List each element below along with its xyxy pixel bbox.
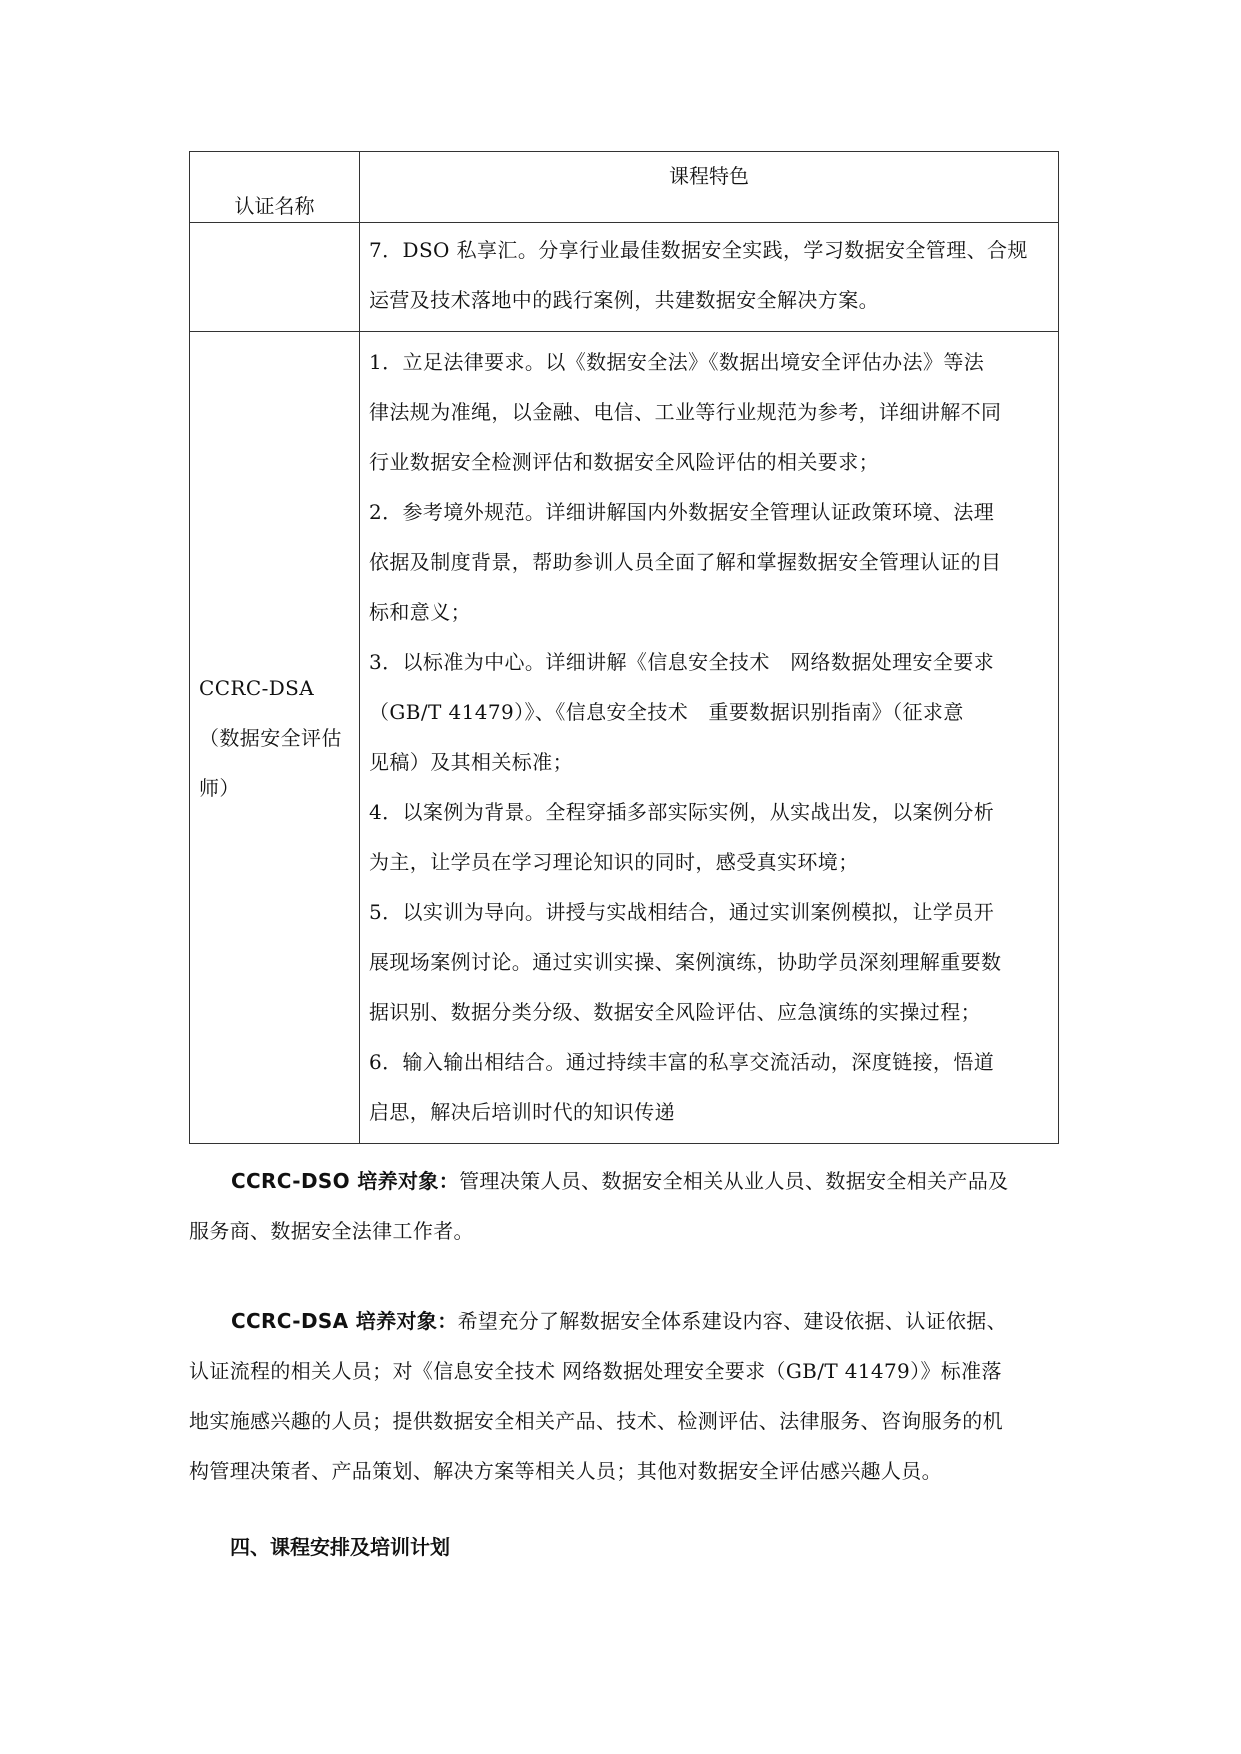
feature-line: 见稿）及其相关标准； — [369, 750, 573, 774]
dsa-target-text: 认证流程的相关人员；对《信息安全技术 网络数据处理安全要求（GB/T 41479）》标准落 — [189, 1359, 1002, 1383]
cert-name-cell-empty — [190, 223, 360, 332]
dsa-target-text: 希望充分了解数据安全体系建设内容、建设依据、认证依据、 — [457, 1309, 1008, 1333]
feature-line: 6．输入输出相结合。通过持续丰富的私享交流活动，深度链接，悟道 — [369, 1050, 995, 1074]
header-cert-name: 认证名称 — [190, 152, 360, 223]
dsa-target-paragraph — [189, 1296, 1059, 1496]
table-row — [190, 332, 1059, 1144]
feature-line: 标和意义； — [369, 600, 471, 624]
cert-name-line: CCRC-DSA — [199, 675, 315, 700]
dso-label-colon: ： — [438, 1169, 460, 1193]
feature-line: 展现场案例讨论。通过实训实操、案例演练，协助学员深刻理解重要数 — [369, 950, 1002, 974]
feature-line: （GB/T 41479）》、《信息安全技术 重要数据识别指南》（征求意 — [369, 700, 964, 724]
dso-target-text: 服务商、数据安全法律工作者。 — [189, 1219, 474, 1243]
cert-name-line: 师） — [199, 775, 240, 800]
course-features-cell — [360, 332, 1059, 1144]
feature-line: 5．以实训为导向。讲授与实战相结合，通过实训案例模拟，让学员开 — [369, 900, 995, 924]
feature-line: 4．以案例为背景。全程穿插多部实际实例，从实战出发，以案例分析 — [369, 800, 995, 824]
dsa-target-text: 构管理决策者、产品策划、解决方案等相关人员；其他对数据安全评估感兴趣人员。 — [189, 1459, 942, 1483]
dsa-label-colon: ： — [437, 1309, 458, 1333]
dso-target-paragraph — [189, 1156, 1059, 1256]
cert-name-cell — [190, 332, 360, 1144]
dso-target-label: CCRC-DSO 培养对象 — [231, 1169, 439, 1193]
course-features-cell — [360, 223, 1059, 332]
feature-line: 依据及制度背景，帮助参训人员全面了解和掌握数据安全管理认证的目 — [369, 550, 1002, 574]
feature-line: 1．立足法律要求。以《数据安全法》《数据出境安全评估办法》等法 — [369, 350, 985, 374]
cert-name-line: （数据安全评估 — [199, 725, 342, 750]
feature-line: 律法规为准绳，以金融、电信、工业等行业规范为参考，详细讲解不同 — [369, 400, 1002, 424]
feature-line: 启思，解决后培训时代的知识传递 — [369, 1100, 675, 1124]
certification-table — [189, 151, 1059, 1144]
feature-line: 据识别、数据分类分级、数据安全风险评估、应急演练的实操过程； — [369, 1000, 981, 1024]
feature-line: 3．以标准为中心。详细讲解《信息安全技术 网络数据处理安全要求 — [369, 650, 995, 674]
feature-line: 行业数据安全检测评估和数据安全风险评估的相关要求； — [369, 450, 879, 474]
dsa-target-label: CCRC-DSA 培养对象 — [231, 1309, 438, 1333]
table-header-row — [190, 152, 1059, 223]
section-heading: 四、课程安排及培训计划 — [230, 1535, 450, 1559]
table-row — [190, 223, 1059, 332]
dso-target-text: 管理决策人员、数据安全相关从业人员、数据安全相关产品及 — [459, 1169, 1009, 1193]
feature-line: 2．参考境外规范。详细讲解国内外数据安全管理认证政策环境、法理 — [369, 500, 995, 524]
dsa-target-text: 地实施感兴趣的人员；提供数据安全相关产品、技术、检测评估、法律服务、咨询服务的机 — [189, 1409, 1003, 1433]
feature-line: 7．DSO 私享汇。分享行业最佳数据安全实践，学习数据安全管理、合规 — [369, 238, 1028, 262]
feature-line: 运营及技术落地中的践行案例，共建数据安全解决方案。 — [369, 288, 879, 312]
feature-line: 为主，让学员在学习理论知识的同时，感受真实环境； — [369, 850, 859, 874]
header-course-features: 课程特色 — [360, 152, 1059, 223]
